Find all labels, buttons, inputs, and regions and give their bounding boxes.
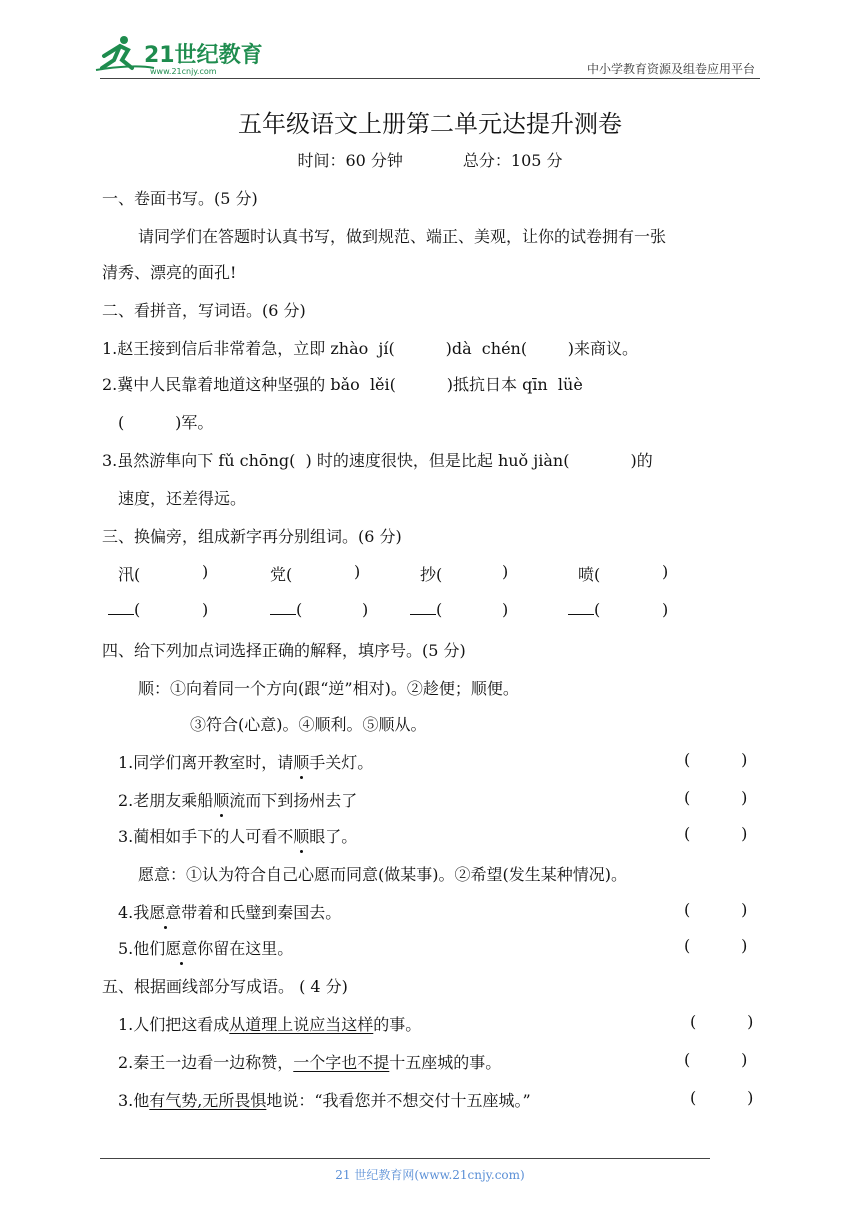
exam-info — [0, 148, 860, 171]
answer-paren: ( ) — [690, 1088, 754, 1107]
dotted-word: 顺 — [293, 750, 309, 773]
section-4-question-1: 1.同学们离开教室时，请顺手关灯。 — [118, 750, 373, 773]
underlined-phrase: 有气势,无所畏惧 — [149, 1091, 267, 1110]
logo-text: 21世纪教育 — [144, 43, 263, 68]
char-close: ) — [662, 562, 669, 581]
char-item: 喷( — [578, 565, 601, 584]
dotted-word: 顺 — [293, 824, 309, 847]
new-char-close: ) — [362, 600, 369, 619]
char-close: ) — [202, 562, 209, 581]
new-char-item: ( — [568, 600, 600, 619]
section-1-heading: 一、卷面书写。(5 分) — [102, 189, 258, 208]
logo-url: www.21cnjy.com — [150, 67, 217, 76]
new-char-close: ) — [202, 600, 209, 619]
section-2-heading: 二、看拼音，写词语。(6 分) — [102, 301, 306, 320]
header-divider — [100, 78, 760, 79]
section-1-text-line1: 请同学们在答题时认真书写，做到规范、端正、美观，让你的试卷拥有一张 — [138, 227, 667, 246]
section-4-question-3: 3.蔺相如手下的人可看不顺眼了。 — [118, 824, 357, 847]
answer-paren: ( ) — [684, 788, 748, 807]
definition-shun-2: ③符合(心意)。④顺利。⑤顺从。 — [190, 715, 427, 734]
section-1-text-line2: 清秀、漂亮的面孔! — [102, 263, 237, 282]
answer-paren: ( ) — [684, 1050, 748, 1069]
char-close: ) — [502, 562, 509, 581]
underlined-phrase: 从道理上说应当这样 — [229, 1015, 374, 1034]
section-2-question-3: 3.虽然游隼向下 fǔ chōng( ) 时的速度很快，但是比起 huǒ jiàn( )的 — [102, 451, 653, 470]
answer-paren: ( ) — [684, 900, 748, 919]
blank-line — [410, 600, 436, 615]
page-title: 五年级语文上册第二单元达提升测卷 — [238, 110, 622, 138]
new-char-item: ( — [108, 600, 140, 619]
new-char-item: ( — [410, 600, 442, 619]
section-3-heading: 三、换偏旁，组成新字再分别组词。(6 分) — [102, 527, 402, 546]
new-char-item: ( — [270, 600, 302, 619]
footer-link[interactable]: 21 世纪教育网(www.21cnjy.com) — [335, 1168, 525, 1182]
definition-yuanyi: 愿意：①认为符合自己心愿而同意(做某事)。②希望(发生某种情况)。 — [138, 865, 627, 884]
footer-divider — [100, 1158, 710, 1159]
section-2-question-1: 1.赵王接到信后非常着急，立即 zhào jí( )dà chén( )来商议。 — [102, 339, 639, 358]
section-5-question-2: 2.秦王一边看一边称赞，一个字也不提十五座城的事。 — [118, 1053, 502, 1072]
definition-shun-1: 顺：①向着同一个方向(跟“逆”相对)。②趁便；顺便。 — [138, 679, 519, 698]
answer-paren: ( ) — [690, 1012, 754, 1031]
blank-line — [270, 600, 296, 615]
exam-total: 总分：105 分 — [462, 151, 563, 170]
section-2-question-2: 2.冀中人民靠着地道这种坚强的 bǎo lěi( )抵抗日本 qīn lüè — [102, 375, 583, 394]
section-5-question-3: 3.他有气势,无所畏惧地说：“我看您并不想交付十五座城。” — [118, 1091, 531, 1110]
section-4-question-2: 2.老朋友乘船顺流而下到扬州去了 — [118, 788, 357, 811]
dotted-word: 愿意 — [165, 936, 197, 959]
blank-line — [568, 600, 594, 615]
answer-paren: ( ) — [684, 936, 748, 955]
answer-paren: ( ) — [684, 750, 748, 769]
new-char-close: ) — [502, 600, 509, 619]
exam-time: 时间：60 分钟 — [297, 151, 403, 170]
answer-paren: ( ) — [684, 824, 748, 843]
section-4-question-4: 4.我愿意带着和氏璧到秦国去。 — [118, 900, 341, 923]
dotted-word: 愿意 — [149, 900, 181, 923]
section-5-question-1: 1.人们把这看成从道理上说应当这样的事。 — [118, 1015, 422, 1034]
dotted-word: 顺 — [213, 788, 229, 811]
char-item: 党( — [270, 565, 293, 584]
underlined-phrase: 一个字也不提 — [293, 1053, 390, 1072]
blank-line — [108, 600, 134, 615]
char-item: 抄( — [420, 565, 443, 584]
header-tagline: 中小学教育资源及组卷应用平台 — [586, 62, 755, 76]
section-4-heading: 四、给下列加点词选择正确的解释，填序号。(5 分) — [102, 641, 466, 660]
section-2-question-2-cont: ( )军。 — [118, 413, 214, 432]
section-4-question-5: 5.他们愿意你留在这里。 — [118, 936, 293, 959]
section-2-question-3-cont: 速度，还差得远。 — [118, 489, 247, 508]
char-item: 汛( — [118, 565, 141, 584]
site-logo — [94, 34, 264, 78]
char-close: ) — [354, 562, 361, 581]
new-char-close: ) — [662, 600, 669, 619]
section-5-heading: 五、根据画线部分写成语。 ( 4 分) — [102, 977, 348, 996]
